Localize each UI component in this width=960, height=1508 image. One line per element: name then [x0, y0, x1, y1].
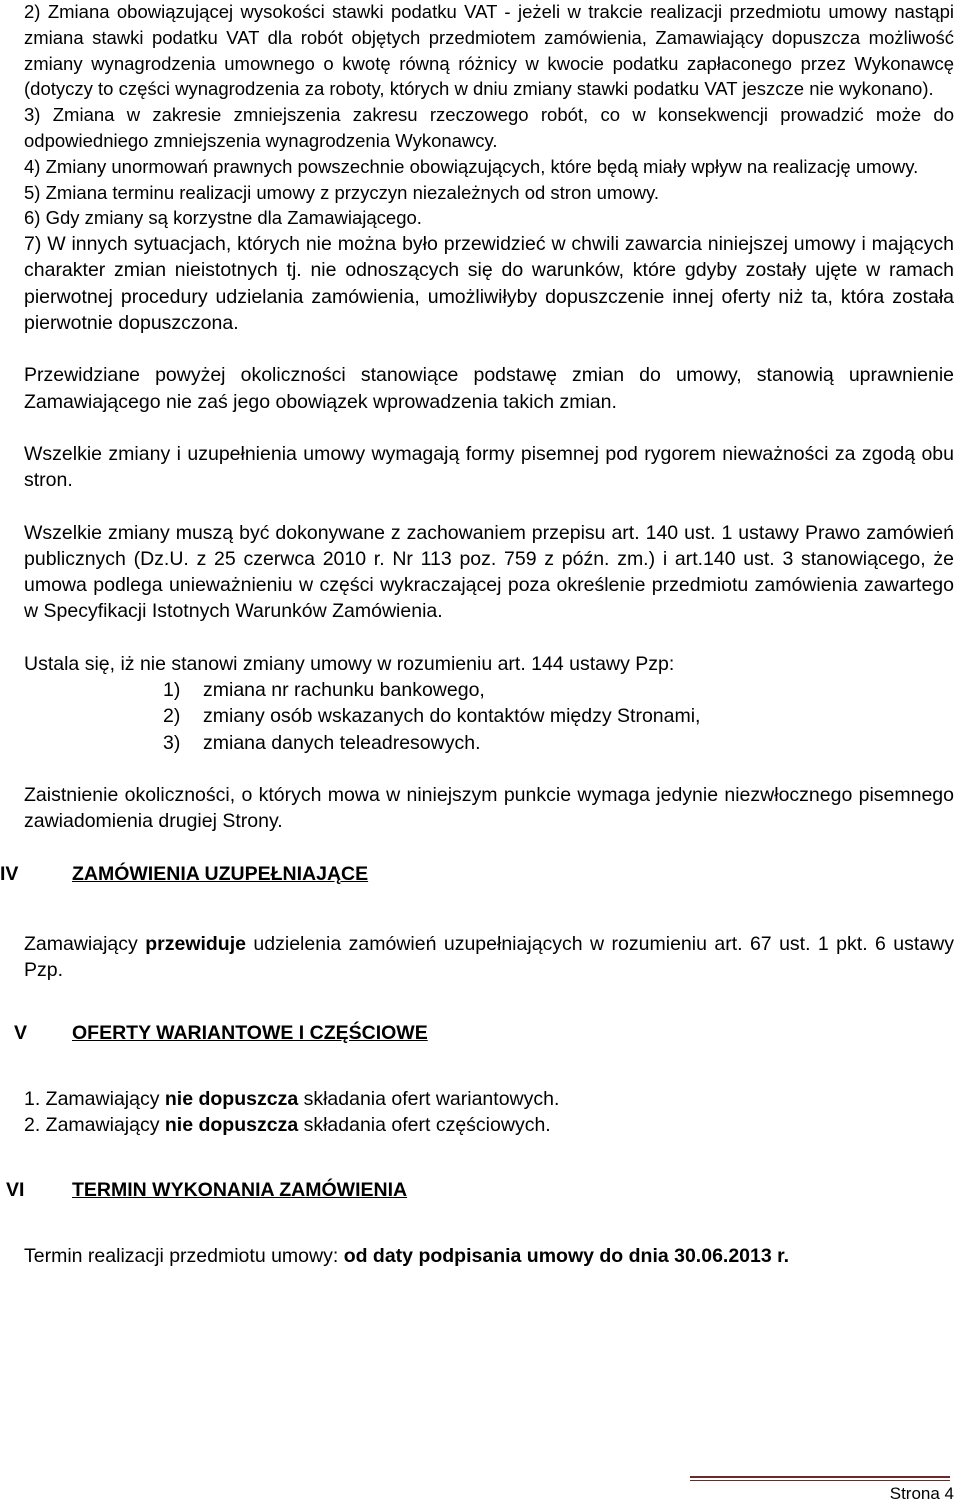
paragraph-ustala: Ustala się, iż nie stanowi zmiany umowy w rozumieniu art. 144 ustawy Pzp: [24, 652, 675, 675]
bold-text: przewiduje [145, 932, 246, 955]
section-vi-text [24, 1243, 954, 1269]
section-title: TERMIN WYKONANIA ZAMÓWIENIA [72, 1178, 408, 1201]
list-item-text: zmiana danych teleadresowych. [203, 731, 481, 754]
list-item [24, 677, 954, 703]
clause-5: 5) Zmiana terminu realizacji umowy z przyczyn niezależnych od stron umowy. [24, 181, 660, 203]
list-item-number: 1) [163, 679, 181, 702]
text-span: udzielenia zamówień uzupełniających w rozumieniu art. 67 ust. 1 pkt. 6 ustawy Pzp. [24, 932, 954, 981]
paragraph-wszelkie-zmiany-2: Wszelkie zmiany muszą być dokonywane z zachowaniem przepisu art. 140 ust. 1 ustawy Prawo zamówień publicznych (Dz.U. z 25 czerwca 2010 r. Nr 113 poz. 759 z późn. zm.) i art.140 ust. 3 stanowiącego, że umowa podlega unieważnieniu w części wykraczającej poza określenie przedmiotu zamówienia zawartego w Specyfikacji Istotnych Warunków Zamówienia. [24, 521, 954, 623]
section-title: OFERTY WARIANTOWE I CZĘŚCIOWE [72, 1022, 428, 1045]
list-item [24, 730, 954, 756]
page-number: Strona 4 [889, 1484, 954, 1503]
list-item-number: 2) [163, 705, 181, 728]
section-heading-vi [6, 1177, 954, 1203]
section-heading-v [14, 1020, 954, 1046]
section-title: ZAMÓWIENIA UZUPEŁNIAJĄCE [72, 862, 369, 885]
section-number: IV [0, 862, 19, 885]
section-iv-text [24, 931, 954, 984]
bold-text: nie dopuszcza [164, 1088, 299, 1111]
clause-6: 6) Gdy zmiany są korzystne dla Zamawiającego. [24, 207, 422, 229]
footer-rule [690, 1476, 950, 1478]
footer-rule-thin [690, 1480, 950, 1481]
bold-text: nie dopuszcza [164, 1114, 299, 1137]
clause-2: 2) Zmiana obowiązującej wysokości stawki podatku VAT - jeżeli w trakcie realizacji przedmiotu umowy nastąpi zmiana stawki podatku VAT dla robót objętych przedmiotem zamówienia, Zamawiający dopuszcza możliwość zmiany wynagrodzenia umownego o kwotę równą różnicy w kwocie podatku zapłaconego przez Wykonawcę (dotyczy to części wynagrodzenia za roboty, których w dniu zmiany stawki podatku VAT jeszcze nie wykonano). [24, 1, 954, 100]
text-span: 1. Zamawiający [24, 1088, 165, 1111]
clause-4: 4) Zmiany unormowań prawnych powszechnie obowiązujących, które będą miały wpływ na realizację umowy. [24, 155, 919, 177]
section-number: VI [6, 1178, 25, 1201]
clause-7-part-2: nie odnoszących się do warunków, które gdyby zostały ujęte w ramach pierwotnej procedury udzielania zamówienia, umożliwiłyby dopuszczenie innej oferty niż ta, która została pierwotnie dopuszczona. [24, 259, 954, 335]
paragraph-wszelkie-zmiany-1: Wszelkie zmiany i uzupełnienia umowy wymagają formy pisemnej pod rygorem nieważności za zgodą obu stron. [24, 442, 954, 492]
list-item-text: zmiana nr rachunku bankowego, [203, 679, 485, 702]
paragraph-zaistnienie: Zaistnienie okoliczności, o których mowa w niniejszym punkcie wymaga jedynie niezwłocznego pisemnego zawiadomienia drugiej Strony. [24, 783, 954, 833]
bold-text: od daty podpisania umowy do dnia 30.06.2013 r. [343, 1244, 790, 1267]
text-span: 2. Zamawiający [24, 1114, 165, 1137]
paragraph-przewidziane: Przewidziane powyżej okoliczności stanowiące podstawę zmian do umowy, stanowią uprawnienie Zamawiającego nie zaś jego obowiązek wprowadzenia takich zmian. [24, 364, 954, 413]
text-span: Zamawiający [24, 932, 146, 955]
section-number: V [14, 1022, 28, 1045]
section-v-item-2 [24, 1112, 954, 1138]
text-span: składania ofert wariantowych. [298, 1088, 560, 1111]
ustala-list [24, 677, 954, 756]
section-heading-iv [0, 861, 954, 887]
list-item-number: 3) [163, 731, 181, 754]
list-item [24, 703, 954, 729]
text-span: Termin realizacji przedmiotu umowy: [24, 1244, 344, 1267]
clause-7-part-1: 7) W innych sytuacjach, których nie można było przewidzieć w chwili zawarcia niniejszej umowy i mających charakter zmian nieistotnych tj. [24, 233, 954, 282]
list-item-text: zmiany osób wskazanych do kontaktów między Stronami, [203, 705, 701, 728]
clause-3: 3) Zmiana w zakresie zmniejszenia zakresu rzeczowego robót, co w konsekwencji prowadzić może do odpowiedniego zmniejszenia wynagrodzenia Wykonawcy. [24, 104, 954, 151]
text-span: składania ofert częściowych. [298, 1114, 551, 1137]
clause-7 [24, 231, 954, 336]
section-v-item-1 [24, 1086, 954, 1112]
